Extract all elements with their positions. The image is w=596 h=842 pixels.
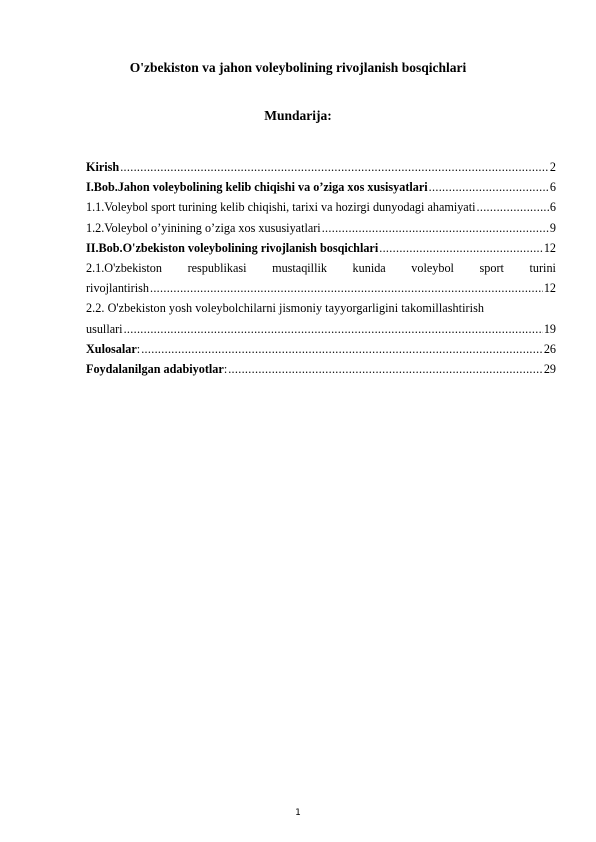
toc-label: Kirish (86, 160, 120, 174)
toc-page: 12 (543, 281, 556, 296)
dot-leader (379, 238, 543, 258)
toc-word: kunida (352, 261, 386, 276)
page-number: 1 (295, 808, 301, 818)
toc-entry-1-1 (86, 197, 556, 217)
toc-entry-2-2-line2 (86, 319, 556, 339)
toc-page: 29 (543, 362, 556, 377)
toc-suffix: : (223, 362, 228, 377)
toc-entry-chapter-1 (86, 177, 556, 197)
dot-leader (477, 197, 549, 217)
toc-page: 9 (549, 220, 556, 235)
toc-word: sport (479, 261, 504, 276)
table-of-contents (86, 157, 556, 379)
toc-label: Xulosalar (86, 341, 137, 356)
toc-label: II.Bob.O'zbekiston voleybolining rivojlanish bosqichlari (86, 240, 379, 255)
toc-label: 2.2. O'zbekiston yosh voleybolchilarni jismoniy tayyorgarligini takomillashtirish (86, 301, 485, 316)
dot-leader (120, 157, 549, 177)
toc-entry-chapter-2 (86, 238, 556, 258)
toc-page: 26 (543, 341, 556, 356)
dot-leader (429, 177, 549, 197)
toc-label: rivojlantirish (86, 281, 149, 296)
toc-label: 1.1.Voleybol sport turining kelib chiqishi, tarixi va hozirgi dunyodagi ahamiyati (86, 200, 476, 215)
toc-page: 2 (549, 160, 556, 174)
toc-entry-xulosalar (86, 339, 556, 359)
toc-word: voleybol (411, 261, 454, 276)
toc-page: 6 (549, 180, 556, 195)
toc-label: Foydalanilgan adabiyotlar (86, 362, 224, 377)
toc-word: respublikasi (187, 261, 247, 276)
document-title: O'zbekiston va jahon voleybolining rivojlanish bosqichlari (129, 60, 467, 75)
toc-entry-2-2-line1 (86, 298, 556, 318)
toc-label: I.Bob.Jahon voleybolining kelib chiqishi va o’ziga xos xusisyatlari (86, 180, 428, 195)
toc-label: 1.2.Voleybol o’yinining o’ziga xos xususiyatlari (86, 220, 321, 235)
toc-entry-2-1-line1 (86, 258, 556, 278)
toc-page: 19 (543, 321, 556, 336)
toc-heading: Mundarija: (264, 108, 332, 123)
toc-entry-kirish (86, 157, 556, 177)
toc-word: 2.1.O'zbekiston (86, 261, 162, 276)
dot-leader (141, 339, 543, 359)
toc-entry-1-2 (86, 218, 556, 238)
toc-page: 12 (543, 240, 556, 255)
toc-word: mustaqillik (272, 261, 327, 276)
toc-entry-adabiyotlar (86, 359, 556, 379)
toc-entry-2-1-line2 (86, 278, 556, 298)
toc-page: 6 (549, 200, 556, 215)
dot-leader (124, 319, 543, 339)
toc-label: usullari (86, 321, 123, 336)
dot-leader (150, 278, 543, 298)
dot-leader (228, 359, 543, 379)
dot-leader (322, 218, 549, 238)
toc-suffix: : (136, 341, 141, 356)
toc-word: turini (529, 261, 556, 276)
